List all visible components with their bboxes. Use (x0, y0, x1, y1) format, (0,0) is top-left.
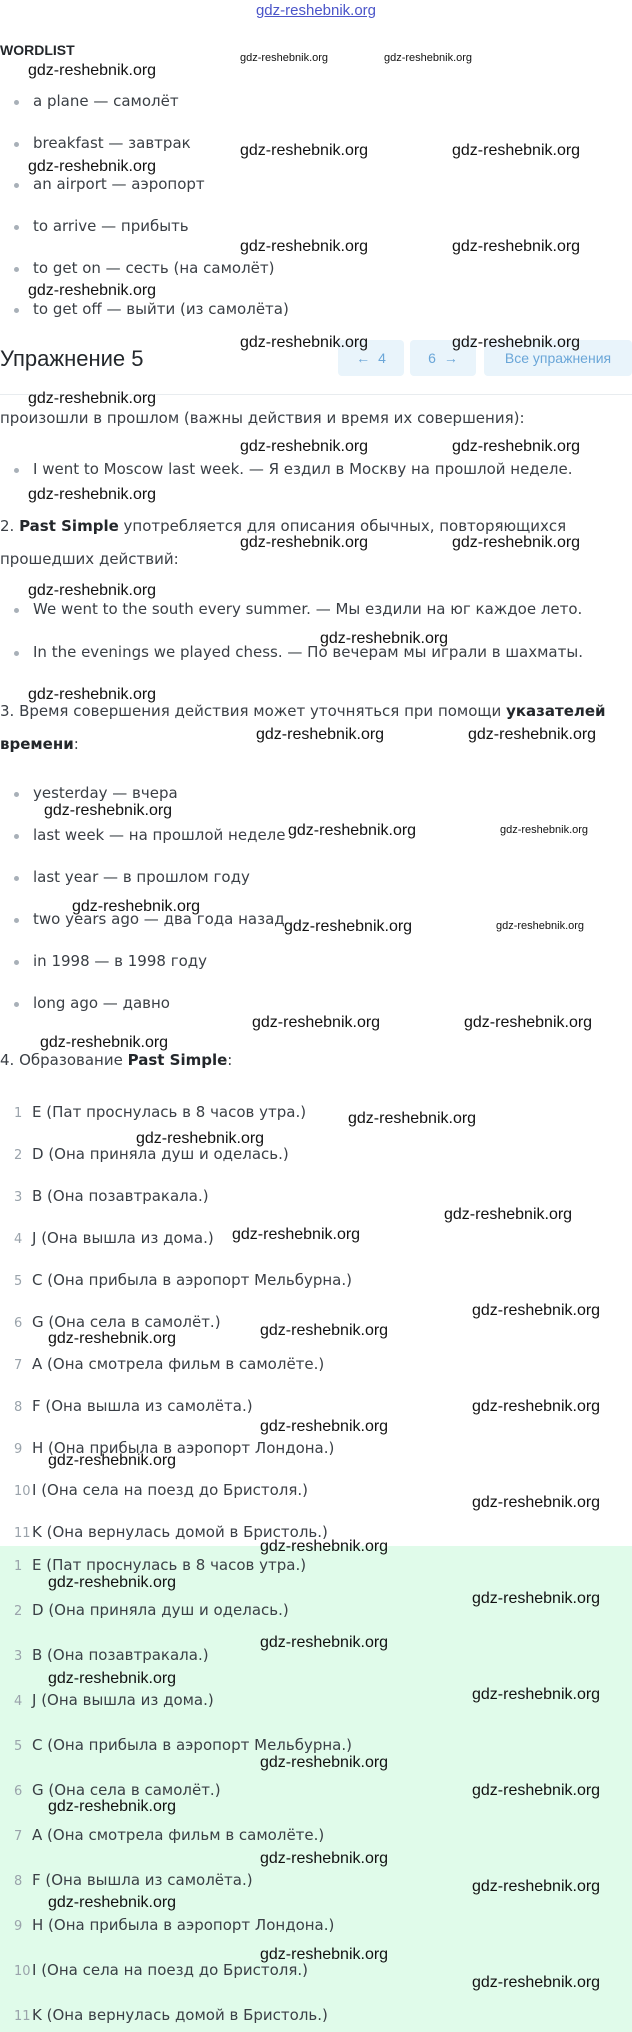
example-item: In the evenings we played chess. — По вечерам мы играли в шахматы. (14, 643, 583, 661)
watermark: gdz-reshebnik.org (240, 238, 369, 255)
time-word-item: two years ago — два года назад (14, 910, 285, 928)
highlighted-answer-item: 6 G (Она села в самолёт.) (14, 1781, 221, 1799)
watermark: gdz-reshebnik.org (464, 1014, 593, 1031)
wordlist-item: a plane — самолёт (14, 92, 179, 110)
theory-paragraph: произошли в прошлом (важны действия и время их совершения): (0, 409, 525, 427)
wordlist-item: breakfast — завтрак (14, 134, 191, 152)
watermark: gdz-reshebnik.org (240, 334, 369, 351)
watermark: gdz-reshebnik.org (452, 534, 581, 551)
watermark: gdz-reshebnik.org (284, 918, 413, 935)
watermark: gdz-reshebnik.org (348, 1110, 477, 1127)
highlighted-answer-item: 4 J (Она вышла из дома.) (14, 1691, 214, 1709)
watermark: gdz-reshebnik.org (452, 438, 581, 455)
watermark: gdz-reshebnik.org (452, 238, 581, 255)
watermark: gdz-reshebnik.org (500, 824, 589, 836)
wordlist-item: to get off — выйти (из самолёта) (14, 300, 289, 318)
watermark: gdz-reshebnik.org (136, 1130, 265, 1147)
watermark: gdz-reshebnik.org (384, 52, 473, 64)
wordlist-item: to arrive — прибыть (14, 217, 189, 235)
watermark: gdz-reshebnik.org (28, 62, 157, 79)
watermark: gdz-reshebnik.org (472, 1686, 601, 1703)
wordlist-item: to get on — сесть (на самолёт) (14, 259, 274, 277)
answer-item: 2 D (Она приняла душ и оделась.) (14, 1145, 289, 1163)
highlighted-answer-item: 5 C (Она прибыла в аэропорт Мельбурна.) (14, 1736, 352, 1754)
answer-item: 7 A (Она смотрела фильм в самолёте.) (14, 1355, 325, 1373)
wordlist-title: WORDLIST (0, 42, 75, 58)
watermark: gdz-reshebnik.org (256, 726, 385, 743)
watermark: gdz-reshebnik.org (40, 1034, 169, 1051)
wordlist-item: an airport — аэропорт (14, 175, 205, 193)
watermark: gdz-reshebnik.org (28, 282, 157, 299)
watermark: gdz-reshebnik.org (48, 1452, 177, 1469)
watermark: gdz-reshebnik.org (28, 686, 157, 703)
answer-item: 1 E (Пат проснулась в 8 часов утра.) (14, 1103, 307, 1121)
theory-paragraph-4: 4. Образование Past Simple: (0, 1051, 233, 1069)
prev-exercise-label: 4 (378, 350, 386, 366)
watermark: gdz-reshebnik.org (472, 1878, 601, 1895)
watermark: gdz-reshebnik.org (48, 1798, 177, 1815)
answer-item: 10I (Она села на поезд до Бристоля.) (14, 1481, 309, 1499)
watermark: gdz-reshebnik.org (28, 486, 157, 503)
highlighted-answer-item: 1 E (Пат проснулась в 8 часов утра.) (14, 1556, 307, 1574)
site-header-link[interactable]: gdz-reshebnik.org (255, 2, 377, 19)
watermark: gdz-reshebnik.org (496, 920, 585, 932)
highlighted-answer-item: 3 B (Она позавтракала.) (14, 1646, 209, 1664)
watermark: gdz-reshebnik.org (44, 802, 173, 819)
watermark: gdz-reshebnik.org (72, 898, 201, 915)
watermark: gdz-reshebnik.org (472, 1398, 601, 1415)
watermark: gdz-reshebnik.org (288, 822, 417, 839)
highlighted-answer-item: 8 F (Она вышла из самолёта.) (14, 1871, 253, 1889)
watermark: gdz-reshebnik.org (252, 1014, 381, 1031)
answer-item: 8 F (Она вышла из самолёта.) (14, 1397, 253, 1415)
time-word-item: in 1998 — в 1998 году (14, 952, 207, 970)
time-word-item: yesterday — вчера (14, 784, 178, 802)
watermark: gdz-reshebnik.org (240, 438, 369, 455)
next-exercise-label: 6 (428, 350, 436, 366)
watermark: gdz-reshebnik.org (472, 1782, 601, 1799)
theory-paragraph-2: 2. Past Simple употребляется для описания обычных, повторяющихся прошедших действий: (0, 517, 567, 568)
highlighted-answer-item: 9 H (Она прибыла в аэропорт Лондона.) (14, 1916, 335, 1934)
watermark: gdz-reshebnik.org (48, 1330, 177, 1347)
watermark: gdz-reshebnik.org (260, 1634, 389, 1651)
example-item: We went to the south every summer. — Мы ездили на юг каждое лето. (14, 600, 582, 618)
arrow-right-icon: → (443, 350, 458, 366)
watermark: gdz-reshebnik.org (468, 726, 597, 743)
exercise-title: Упражнение 5 (0, 346, 144, 371)
watermark: gdz-reshebnik.org (472, 1974, 601, 1991)
time-word-item: long ago — давно (14, 994, 170, 1012)
watermark: gdz-reshebnik.org (260, 1418, 389, 1435)
watermark: gdz-reshebnik.org (260, 1754, 389, 1771)
all-exercises-button[interactable]: Все упражнения (484, 340, 632, 376)
answer-item: 6 G (Она села в самолёт.) (14, 1313, 221, 1331)
highlighted-answer-item: 2 D (Она приняла душ и оделась.) (14, 1601, 289, 1619)
watermark: gdz-reshebnik.org (28, 390, 157, 407)
watermark: gdz-reshebnik.org (472, 1302, 601, 1319)
watermark: gdz-reshebnik.org (260, 1538, 389, 1555)
highlighted-answer-item: 11K (Она вернулась домой в Бристоль.) (14, 2006, 328, 2024)
watermark: gdz-reshebnik.org (452, 142, 581, 159)
watermark: gdz-reshebnik.org (452, 334, 581, 351)
watermark: gdz-reshebnik.org (48, 1574, 177, 1591)
arrow-left-icon: ← (356, 350, 371, 366)
watermark: gdz-reshebnik.org (320, 630, 449, 647)
watermark: gdz-reshebnik.org (472, 1494, 601, 1511)
answer-item: 9 H (Она прибыла в аэропорт Лондона.) (14, 1439, 335, 1457)
watermark: gdz-reshebnik.org (260, 1946, 389, 1963)
answer-item: 4 J (Она вышла из дома.) (14, 1229, 214, 1247)
watermark: gdz-reshebnik.org (28, 582, 157, 599)
watermark: gdz-reshebnik.org (472, 1590, 601, 1607)
answer-item: 11K (Она вернулась домой в Бристоль.) (14, 1523, 328, 1541)
time-word-item: last week — на прошлой неделе (14, 826, 286, 844)
highlighted-answer-item: 7 A (Она смотрела фильм в самолёте.) (14, 1826, 325, 1844)
example-item: I went to Moscow last week. — Я ездил в Москву на прошлой неделе. (14, 460, 573, 478)
highlighted-answer-item: 10I (Она села на поезд до Бристоля.) (14, 1961, 309, 1979)
watermark: gdz-reshebnik.org (260, 1322, 389, 1339)
watermark: gdz-reshebnik.org (28, 158, 157, 175)
watermark: gdz-reshebnik.org (232, 1226, 361, 1243)
theory-paragraph-3: 3. Время совершения действия может уточняться при помощи указателей времени: (0, 702, 606, 753)
watermark: gdz-reshebnik.org (240, 52, 329, 64)
watermark: gdz-reshebnik.org (240, 534, 369, 551)
watermark: gdz-reshebnik.org (48, 1894, 177, 1911)
answer-item: 3 B (Она позавтракала.) (14, 1187, 209, 1205)
watermark: gdz-reshebnik.org (260, 1850, 389, 1867)
time-word-item: last year — в прошлом году (14, 868, 250, 886)
watermark: gdz-reshebnik.org (48, 1670, 177, 1687)
watermark: gdz-reshebnik.org (444, 1206, 573, 1223)
answer-item: 5 C (Она прибыла в аэропорт Мельбурна.) (14, 1271, 352, 1289)
watermark: gdz-reshebnik.org (240, 142, 369, 159)
